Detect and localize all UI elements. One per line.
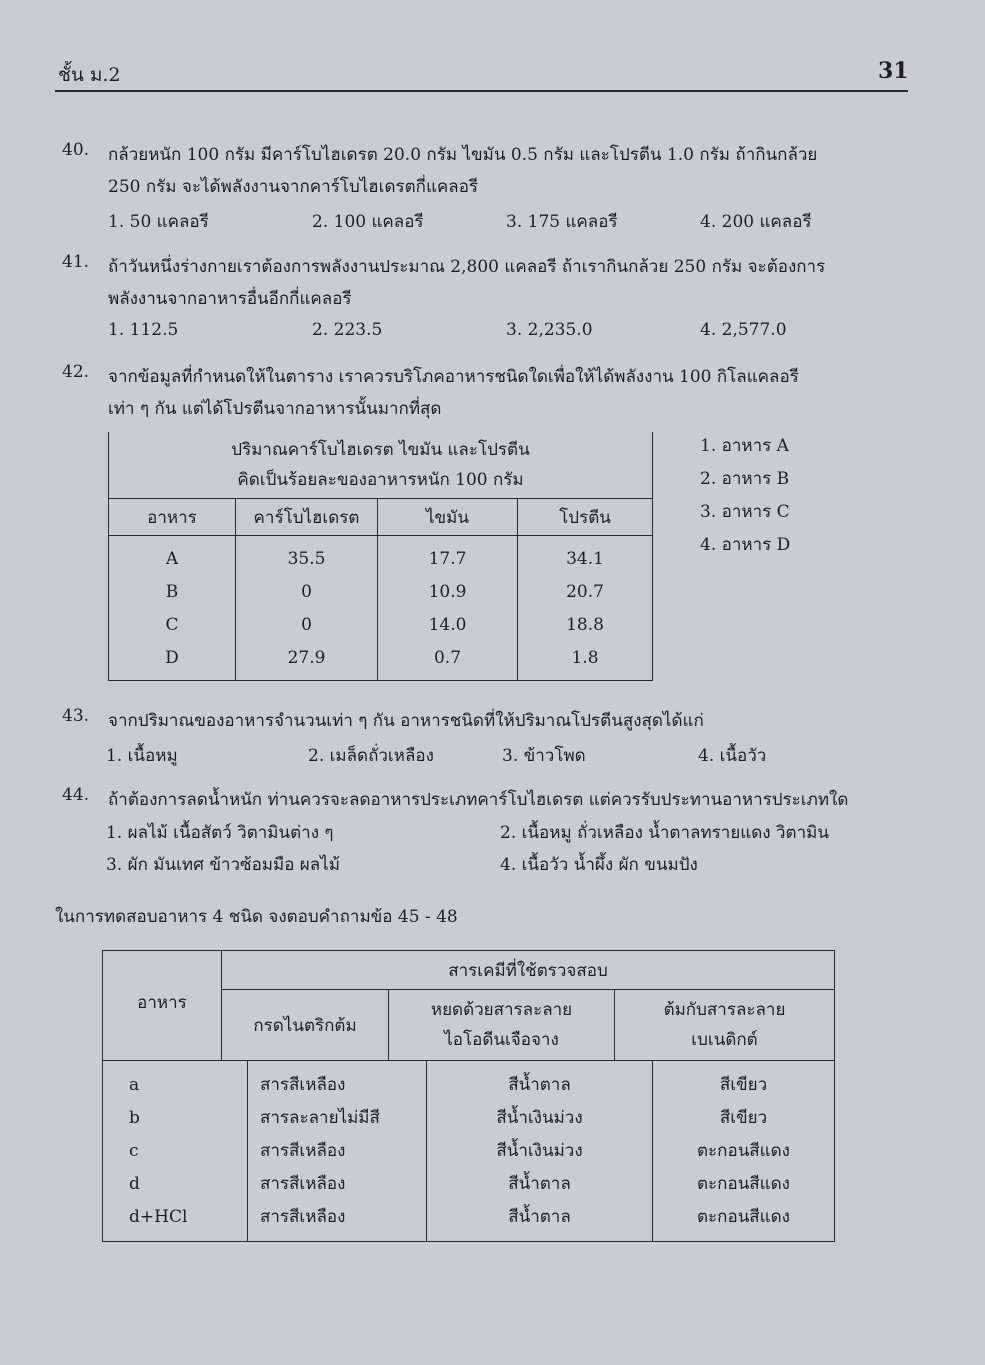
cell: d [103, 1167, 248, 1200]
table-row [109, 608, 653, 641]
cell: สีน้ำเงินม่วง [427, 1101, 653, 1134]
question-text: เท่า ๆ กัน แต่ได้โปรตีนจากอาหารนั้นมากที่สุด [108, 399, 442, 419]
page-number: 31 [878, 58, 909, 84]
cell: สารสีเหลือง [248, 1060, 427, 1101]
section-intro: ในการทดสอบอาหาร 4 ชนิด จงตอบคำถามข้อ 45 - 48 [55, 907, 458, 927]
table-row [103, 1167, 835, 1200]
cell: ตะกอนสีแดง [653, 1167, 835, 1200]
food-test-table-body [102, 1060, 835, 1242]
column-header: อาหาร [109, 499, 236, 536]
cell: สารสีเหลือง [248, 1200, 427, 1242]
question-number: 41. [62, 252, 90, 272]
question-number: 40. [62, 140, 90, 160]
grade-label: ชั้น ม.2 [58, 64, 121, 86]
question-text: จากข้อมูลที่กำหนดให้ในตาราง เราควรบริโภคอาหารชนิดใดเพื่อให้ได้พลังงาน 100 กิโลแคลอรี [108, 367, 799, 387]
option[interactable]: 4. เนื้อวัว [698, 746, 767, 766]
option[interactable]: 2. 100 แคลอรี [312, 212, 424, 232]
column-header: ไขมัน [378, 499, 518, 536]
table-title-line: ปริมาณคาร์โบไฮเดรต ไขมัน และโปรตีน [231, 440, 530, 460]
option[interactable]: 3. 175 แคลอรี [506, 212, 618, 232]
column-header [222, 990, 389, 1061]
option[interactable]: 2. 223.5 [312, 320, 383, 340]
option[interactable]: 2. เนื้อหมู ถั่วเหลือง น้ำตาลทรายแดง วิตามิน [500, 823, 829, 843]
cell: สีน้ำตาล [427, 1167, 653, 1200]
cell: d+HCl [103, 1200, 248, 1242]
question-number: 43. [62, 706, 90, 726]
question-text: ถ้าวันหนึ่งร่างกายเราต้องการพลังงานประมาณ 2,800 แคลอรี ถ้าเรากินกล้วย 250 กรัม จะต้องการ [108, 257, 826, 277]
column-header: โปรตีน [518, 499, 653, 536]
cell: ตะกอนสีแดง [653, 1200, 835, 1242]
header-line: ต้มกับสารละลาย [663, 1000, 786, 1020]
header-line: เบเนดิกต์ [691, 1030, 758, 1050]
cell: ตะกอนสีแดง [653, 1134, 835, 1167]
cell: 0 [236, 608, 378, 641]
option[interactable]: 2. เมล็ดถั่วเหลือง [308, 746, 434, 766]
cell: C [109, 608, 236, 641]
cell: สีเขียว [653, 1060, 835, 1101]
table-row [109, 641, 653, 681]
table-row [103, 1101, 835, 1134]
option[interactable]: 3. ผัก มันเทศ ข้าวซ้อมมือ ผลไม้ [106, 855, 340, 875]
option[interactable]: 1. 50 แคลอรี [108, 212, 209, 232]
column-header [389, 990, 615, 1061]
option[interactable]: 1. อาหาร A [700, 436, 789, 456]
cell: B [109, 575, 236, 608]
question-text: ถ้าต้องการลดน้ำหนัก ท่านควรจะลดอาหารประเภทคาร์โบไฮเดรต แต่ควรรับประทานอาหารประเภทใด [108, 790, 849, 810]
option[interactable]: 4. 2,577.0 [700, 320, 787, 340]
cell: 18.8 [518, 608, 653, 641]
question-text: จากปริมาณของอาหารจำนวนเท่า ๆ กัน อาหารชนิดที่ให้ปริมาณโปรตีนสูงสุดได้แก่ [108, 711, 704, 731]
question-text: 250 กรัม จะได้พลังงานจากคาร์โบไฮเดรตกี่แคลอรี [108, 177, 479, 197]
table-row [109, 536, 653, 576]
option[interactable]: 4. 200 แคลอรี [700, 212, 812, 232]
table-row [109, 575, 653, 608]
option[interactable]: 3. 2,235.0 [506, 320, 593, 340]
cell: 20.7 [518, 575, 653, 608]
cell: b [103, 1101, 248, 1134]
header-line: หยดด้วยสารละลาย [430, 1000, 573, 1020]
cell: สีน้ำตาล [427, 1060, 653, 1101]
cell: สารสีเหลือง [248, 1134, 427, 1167]
cell: 27.9 [236, 641, 378, 681]
question-number: 44. [62, 785, 90, 805]
cell: 17.7 [378, 536, 518, 576]
header-divider [55, 90, 908, 92]
header-line: กรดไนตริกต้ม [253, 1015, 357, 1036]
food-test-table [102, 950, 835, 1061]
option[interactable]: 1. 112.5 [108, 320, 179, 340]
cell: สารสีเหลือง [248, 1167, 427, 1200]
cell: 14.0 [378, 608, 518, 641]
option[interactable]: 4. เนื้อวัว น้ำผึ้ง ผัก ขนมปัง [500, 855, 698, 875]
group-header: สารเคมีที่ใช้ตรวจสอบ [222, 951, 835, 990]
cell: a [103, 1060, 248, 1101]
option[interactable]: 1. เนื้อหมู [106, 746, 178, 766]
cell: D [109, 641, 236, 681]
cell: 34.1 [518, 536, 653, 576]
cell: c [103, 1134, 248, 1167]
cell: สารละลายไม่มีสี [248, 1101, 427, 1134]
question-number: 42. [62, 362, 90, 382]
column-header: คาร์โบไฮเดรต [236, 499, 378, 536]
cell: สีเขียว [653, 1101, 835, 1134]
option[interactable]: 3. อาหาร C [700, 502, 790, 522]
option[interactable]: 2. อาหาร B [700, 469, 790, 489]
nutrient-table [108, 432, 653, 681]
table-title [109, 432, 653, 499]
option[interactable]: 4. อาหาร D [700, 535, 791, 555]
column-header: อาหาร [103, 951, 222, 1061]
column-header [615, 990, 835, 1061]
table-title-line: คิดเป็นร้อยละของอาหารหนัก 100 กรัม [237, 470, 524, 490]
cell: 10.9 [378, 575, 518, 608]
option[interactable]: 1. ผลไม้ เนื้อสัตว์ วิตามินต่าง ๆ [106, 823, 334, 843]
question-text: พลังงานจากอาหารอื่นอีกกี่แคลอรี [108, 289, 352, 309]
cell: 0 [236, 575, 378, 608]
option[interactable]: 3. ข้าวโพด [502, 746, 586, 766]
table-row [103, 1200, 835, 1242]
cell: สีน้ำเงินม่วง [427, 1134, 653, 1167]
question-text: กล้วยหนัก 100 กรัม มีคาร์โบไฮเดรต 20.0 กรัม ไขมัน 0.5 กรัม และโปรตีน 1.0 กรัม ถ้ากินกล้วย [108, 145, 818, 165]
table-row [103, 1134, 835, 1167]
cell: 35.5 [236, 536, 378, 576]
cell: 1.8 [518, 641, 653, 681]
table-row [103, 1060, 835, 1101]
cell: สีน้ำตาล [427, 1200, 653, 1242]
cell: 0.7 [378, 641, 518, 681]
header-line: ไอโอดีนเจือจาง [444, 1030, 559, 1050]
cell: A [109, 536, 236, 576]
